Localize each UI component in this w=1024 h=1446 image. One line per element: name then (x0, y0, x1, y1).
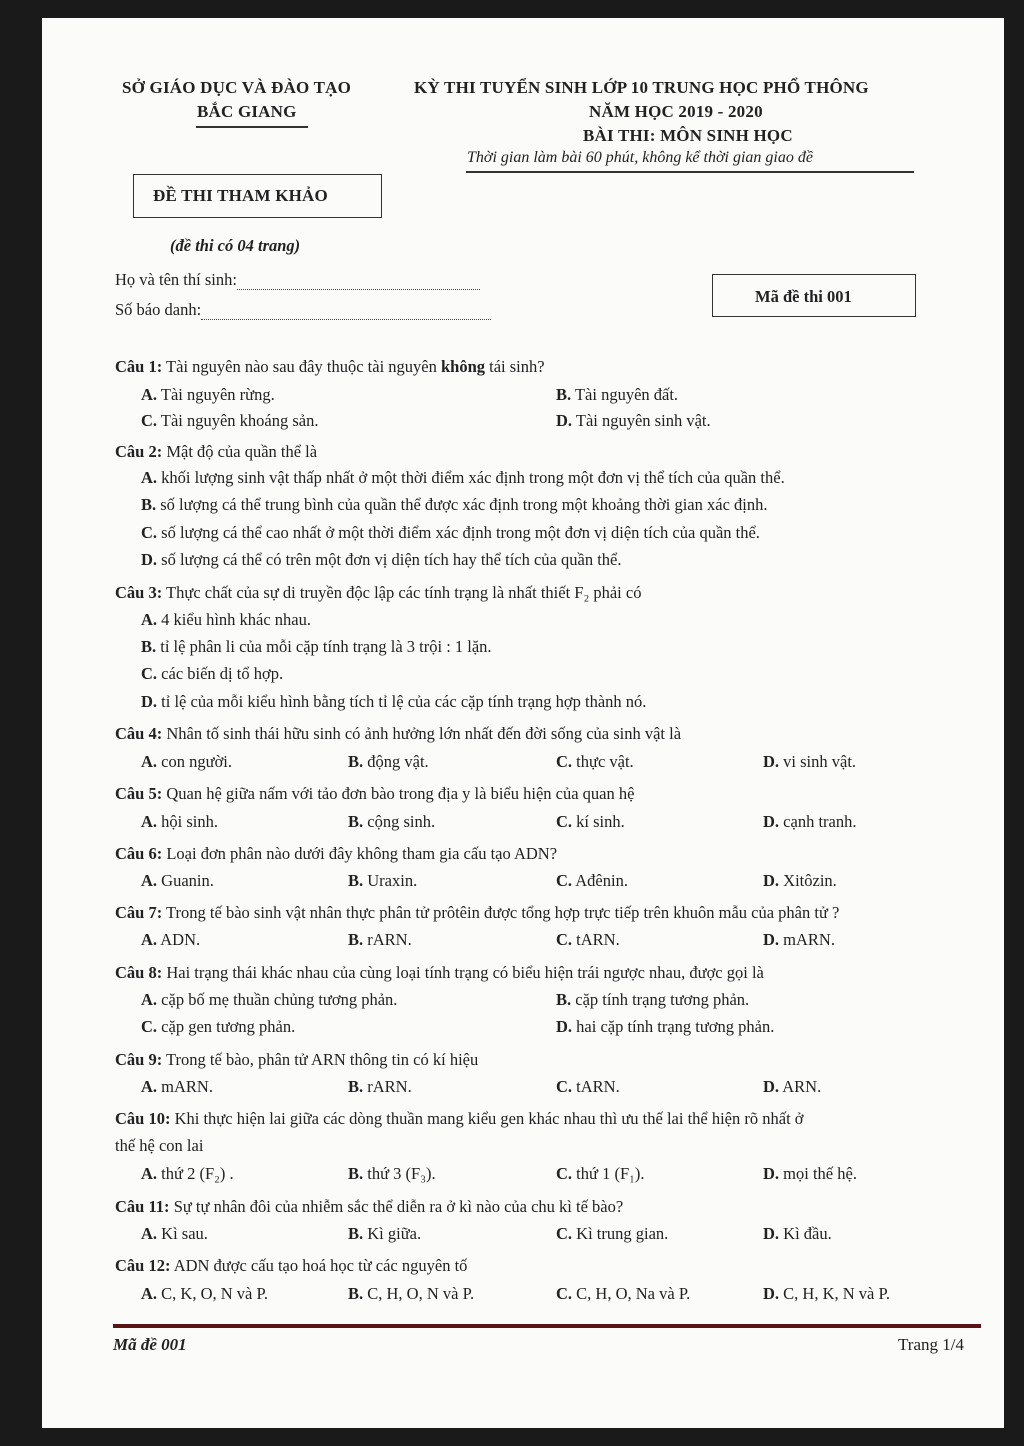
option-text: tỉ lệ của mỗi kiểu hình bằng tích tỉ lệ của các cặp tính trạng hợp thành nó. (161, 692, 647, 711)
question-text: Loại đơn phân nào dưới đây không tham gia cấu tạo ADN? (166, 844, 558, 863)
answer-option (556, 1284, 690, 1304)
question-stem (115, 784, 634, 804)
answer-option (141, 411, 319, 431)
question-number: Câu 8: (115, 963, 163, 982)
option-text: hai cặp tính trạng tương phản. (576, 1017, 775, 1036)
question-stem (115, 357, 545, 377)
option-letter: A. (141, 1164, 158, 1183)
department-name: SỞ GIÁO DỤC VÀ ĐÀO TẠO (122, 78, 352, 97)
answer-option (763, 752, 856, 772)
candidate-name-blank (237, 277, 480, 290)
answer-option (348, 812, 435, 832)
option-text: số lượng cá thể có trên một đơn vị diện tích hay thể tích của quần thể. (161, 550, 622, 569)
option-text: cặp gen tương phản. (161, 1017, 296, 1036)
answer-option (141, 1017, 295, 1037)
answer-option (348, 1164, 436, 1184)
time-note: Thời gian làm bài 60 phút, không kể thời gian giao đề (467, 149, 813, 166)
answer-option (763, 930, 835, 950)
question-number: Câu 3: (115, 583, 163, 602)
option-letter: D. (763, 1077, 780, 1096)
option-letter: D. (141, 692, 158, 711)
option-letter: A. (141, 1284, 158, 1303)
option-text: kí sinh. (576, 812, 625, 831)
option-text: Tài nguyên đất. (574, 385, 679, 404)
option-text: Kì trung gian. (576, 1224, 669, 1243)
footer-exam-code: Mã đề 001 (113, 1335, 187, 1354)
option-letter: D. (763, 1284, 780, 1303)
option-text: thực vật. (576, 752, 634, 771)
question-text: Trong tế bào sinh vật nhân thực phân tử prôtêin được tổng hợp trực tiếp trên khuôn mẫu của phân tử ? (166, 903, 840, 922)
answer-option (556, 812, 625, 832)
answer-option (141, 495, 768, 515)
option-letter: A. (141, 812, 158, 831)
option-text: ARN. (782, 1077, 822, 1096)
option-letter: D. (556, 411, 573, 430)
option-text: cạnh tranh. (783, 812, 857, 831)
option-text: tARN. (576, 1077, 620, 1096)
option-text: ADN. (160, 930, 201, 949)
option-text: các biến dị tổ hợp. (161, 664, 284, 683)
exam-code-label: Mã đề thi 001 (755, 287, 852, 306)
footer-page-number: Trang 1/4 (898, 1335, 964, 1354)
candidate-id-blank (201, 307, 491, 320)
answer-option (763, 871, 837, 891)
option-letter: C. (556, 812, 573, 831)
question-text: Nhân tố sinh thái hữu sinh có ảnh hưởng lớn nhất đến đời sống của sinh vật là (166, 724, 682, 743)
option-letter: C. (556, 1077, 573, 1096)
question-number: Câu 6: (115, 844, 163, 863)
option-letter: A. (141, 385, 158, 404)
option-text: C, H, K, N và P. (783, 1284, 890, 1303)
answer-option (141, 468, 785, 488)
question-number: Câu 12: (115, 1256, 171, 1275)
answer-option (556, 990, 749, 1010)
option-text: Tài nguyên khoáng sản. (160, 411, 319, 430)
option-text: mARN. (783, 930, 835, 949)
option-text: C, K, O, N và P. (161, 1284, 268, 1303)
question-number: Câu 1: (115, 357, 163, 376)
option-text: khối lượng sinh vật thấp nhất ở một thời điểm xác định trong một đơn vị thể tích của quần thể. (161, 468, 785, 487)
province-name: BẮC GIANG (197, 102, 297, 121)
option-text: vi sinh vật. (783, 752, 857, 771)
footer-rule (113, 1324, 981, 1328)
question-stem (115, 1109, 804, 1129)
question-text: Mật độ của quần thể là (166, 442, 318, 461)
option-letter: A. (141, 1224, 158, 1243)
answer-option (141, 871, 214, 891)
option-text: thứ 3 (F₃). (367, 1164, 436, 1183)
option-text: cặp bố mẹ thuần chủng tương phản. (161, 990, 398, 1009)
option-letter: A. (141, 752, 158, 771)
question-number: Câu 4: (115, 724, 163, 743)
question-stem (115, 1050, 478, 1070)
option-text: con người. (161, 752, 232, 771)
option-letter: D. (763, 752, 780, 771)
answer-option (141, 990, 397, 1010)
question-stem (115, 903, 839, 923)
answer-option (556, 752, 634, 772)
option-letter: C. (556, 1164, 573, 1183)
option-letter: A. (141, 1077, 158, 1096)
option-text: Tài nguyên sinh vật. (575, 411, 711, 430)
answer-option (141, 692, 646, 712)
option-letter: C. (556, 752, 573, 771)
option-text: động vật. (367, 752, 429, 771)
question-stem (115, 583, 641, 603)
candidate-id-row (115, 300, 491, 320)
option-letter: C. (141, 411, 158, 430)
question-stem (115, 963, 764, 983)
option-text: Uraxin. (367, 871, 418, 890)
option-letter: C. (556, 1224, 573, 1243)
option-letter: B. (348, 930, 364, 949)
question-text: Thực chất của sự di truyền độc lập các tính trạng là nhất thiết F₂ phải có (166, 583, 642, 602)
answer-option (763, 1224, 832, 1244)
question-text: Sự tự nhân đôi của nhiễm sắc thể diễn ra ở kì nào của chu kì tế bào? (173, 1197, 624, 1216)
option-text: C, H, O, Na và P. (576, 1284, 691, 1303)
option-text: thứ 1 (F₁). (576, 1164, 645, 1183)
question-text: Trong tế bào, phân tử ARN thông tin có kí hiệu (166, 1050, 479, 1069)
option-letter: B. (348, 1284, 364, 1303)
option-letter: B. (348, 812, 364, 831)
answer-option (763, 1284, 890, 1304)
question-stem (115, 724, 681, 744)
option-text: Kì giữa. (367, 1224, 422, 1243)
question-number: Câu 11: (115, 1197, 170, 1216)
answer-option (141, 752, 232, 772)
option-letter: D. (763, 1224, 780, 1243)
answer-option (141, 637, 492, 657)
question-number: Câu 9: (115, 1050, 163, 1069)
answer-option (763, 1164, 857, 1184)
question-text: Hai trạng thái khác nhau của cùng loại tính trạng có biểu hiện trái ngược nhau, được gọi là (166, 963, 764, 982)
option-letter: D. (763, 871, 780, 890)
answer-option (763, 812, 856, 832)
answer-option (348, 1077, 412, 1097)
option-text: Kì sau. (161, 1224, 208, 1243)
option-letter: D. (763, 930, 780, 949)
answer-option (141, 930, 200, 950)
option-letter: B. (348, 1224, 364, 1243)
answer-option (141, 523, 760, 543)
time-note-underline (466, 171, 914, 173)
option-text: số lượng cá thể cao nhất ở một thời điểm xác định trong một đơn vị diện tích của quần thể. (161, 523, 760, 542)
question-text-start: Tài nguyên nào sau đây thuộc tài nguyên (166, 357, 441, 376)
candidate-name-label: Họ và tên thí sinh: (115, 270, 237, 289)
option-letter: D. (141, 550, 158, 569)
option-letter: A. (141, 871, 158, 890)
option-text: Tài nguyên rừng. (160, 385, 275, 404)
option-letter: D. (763, 1164, 780, 1183)
answer-option (348, 1284, 474, 1304)
answer-option (556, 1017, 774, 1037)
answer-option (348, 930, 412, 950)
option-letter: C. (556, 930, 573, 949)
answer-option (141, 1164, 234, 1184)
option-text: số lượng cá thể trung bình của quần thể được xác định trong một khoảng thời gian xác định. (160, 495, 768, 514)
option-letter: D. (556, 1017, 573, 1036)
option-letter: C. (141, 523, 158, 542)
question-stem (115, 442, 317, 462)
option-letter: A. (141, 610, 158, 629)
option-text: C, H, O, N và P. (367, 1284, 475, 1303)
option-letter: A. (141, 930, 158, 949)
answer-option (556, 1077, 620, 1097)
option-text: tỉ lệ phân li của mỗi cặp tính trạng là 3 trội : 1 lặn. (160, 637, 492, 656)
answer-option (141, 1284, 268, 1304)
option-letter: B. (348, 752, 364, 771)
candidate-id-label: Số báo danh: (115, 300, 202, 319)
option-letter: A. (141, 468, 158, 487)
option-text: Ađênin. (575, 871, 628, 890)
answer-option (141, 812, 218, 832)
option-letter: B. (556, 990, 572, 1009)
question-stem (115, 1256, 467, 1276)
option-text: mọi thế hệ. (783, 1164, 857, 1183)
answer-option (141, 1224, 208, 1244)
answer-option (763, 1077, 821, 1097)
option-letter: A. (141, 990, 158, 1009)
option-text: 4 kiểu hình khác nhau. (161, 610, 312, 629)
question-text: Quan hệ giữa nấm với tảo đơn bào trong địa y là biểu hiện của quan hệ (166, 784, 635, 803)
question-number: Câu 5: (115, 784, 163, 803)
option-text: Xitôzin. (783, 871, 837, 890)
option-letter: C. (556, 871, 573, 890)
option-text: Guanin. (161, 871, 214, 890)
question-text-continued: thế hệ con lai (115, 1136, 204, 1155)
option-letter: C. (556, 1284, 573, 1303)
option-letter: B. (348, 871, 364, 890)
option-text: thứ 2 (F₂) . (161, 1164, 234, 1183)
option-letter: C. (141, 664, 158, 683)
option-text: rARN. (367, 1077, 412, 1096)
question-stem (115, 1197, 623, 1217)
question-text-end: tái sinh? (485, 357, 545, 376)
option-text: Kì đầu. (783, 1224, 832, 1243)
answer-option (141, 550, 621, 570)
answer-option (556, 930, 620, 950)
answer-option (348, 871, 417, 891)
option-text: mARN. (161, 1077, 213, 1096)
answer-option (556, 871, 628, 891)
school-year: NĂM HỌC 2019 - 2020 (589, 102, 763, 121)
question-number: Câu 7: (115, 903, 163, 922)
option-text: rARN. (367, 930, 412, 949)
question-stem (115, 844, 557, 864)
question-text: Khi thực hiện lai giữa các dòng thuần mang kiểu gen khác nhau thì ưu thế lai thể hiện rõ nhất ở (174, 1109, 804, 1128)
answer-option (141, 664, 283, 684)
option-text: tARN. (576, 930, 620, 949)
exam-title: KỲ THI TUYỂN SINH LỚP 10 TRUNG HỌC PHỔ THÔNG (414, 78, 869, 97)
option-letter: B. (141, 637, 157, 656)
option-letter: B. (348, 1077, 364, 1096)
exam-type-label: ĐỀ THI THAM KHẢO (153, 186, 328, 205)
answer-option (556, 1224, 668, 1244)
option-letter: C. (141, 1017, 158, 1036)
option-text: hội sinh. (161, 812, 219, 831)
option-text: cộng sinh. (367, 812, 436, 831)
answer-option (348, 752, 429, 772)
option-letter: D. (763, 812, 780, 831)
option-text: cặp tính trạng tương phản. (575, 990, 750, 1009)
option-letter: B. (556, 385, 572, 404)
option-letter: B. (141, 495, 157, 514)
question-number: Câu 10: (115, 1109, 171, 1128)
province-underline (196, 126, 308, 128)
subject-title: BÀI THI: MÔN SINH HỌC (583, 126, 793, 145)
option-letter: B. (348, 1164, 364, 1183)
answer-option (141, 610, 311, 630)
answer-option (141, 1077, 213, 1097)
answer-option (348, 1224, 421, 1244)
answer-option (556, 1164, 645, 1184)
question-text: ADN được cấu tạo hoá học từ các nguyên tố (173, 1256, 468, 1275)
answer-option (556, 385, 678, 405)
question-number: Câu 2: (115, 442, 163, 461)
answer-option (556, 411, 711, 431)
question-text-emphasis: không (440, 357, 486, 376)
candidate-name-row (115, 270, 480, 290)
answer-option (141, 385, 275, 405)
page-count-note: (đề thi có 04 trang) (170, 236, 301, 255)
